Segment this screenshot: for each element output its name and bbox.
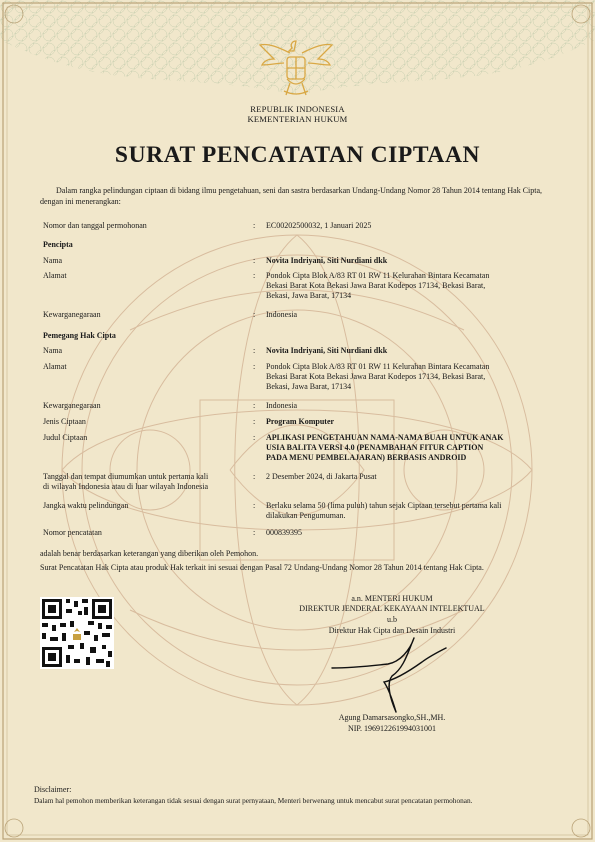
pencipta-name: Novita Indriyani, Siti Nurdiani dkk [266,256,388,265]
pencipta-heading: Pencipta [43,240,73,249]
colon: : [253,256,256,265]
corner-rosette-br [572,819,590,837]
work-title-line: APLIKASI PENGETAHUAN NAMA-NAMA BUAH UNTUK ANAK [266,433,504,442]
address-line: Pondok Cipta Blok A/83 RT 01 RW 11 Kelurahan Bintara Kecamatan [266,362,490,371]
address-line: Bekasi, Jawa Barat, 17134 [266,382,352,392]
on-behalf-line: a.n. MENTERI HUKUM [351,594,433,603]
announce-label [43,472,248,492]
signatory-nip: NIP. 196912261994031001 [347,724,436,733]
period-label: Jangka waktu pelindungan [43,501,129,510]
record-number: 000839395 [266,528,302,537]
colon: : [253,310,256,319]
pemegang-nationality-label: Kewarganegaraan [43,401,101,410]
colon: : [253,417,256,426]
address-line: Pondok Cipta Blok A/83 RT 01 RW 11 Kelurahan Bintara Kecamatan [266,271,490,280]
colon: : [253,472,256,481]
work-title [266,433,566,464]
work-title-line: PADA MENU PEMBELAJARAN) BERBASIS ANDROID [266,453,467,463]
director-line: Direktur Hak Cipta dan Desain Industri [328,626,456,635]
pencipta-address-label: Alamat [43,271,67,280]
qr-code [40,597,114,669]
address-line: Bekasi Barat Kota Bekasi Jawa Barat Kodepos 17134, Bekasi Barat, [266,281,486,291]
document-title: SURAT PENCATATAN CIPTAAN [114,142,481,168]
application-value: EC00202500032, 1 Januari 2025 [266,221,372,230]
director-general-line: DIREKTUR JENDERAL KEKAYAAN INTELEKTUAL [299,604,485,613]
header-ministry: KEMENTERIAN HUKUM [247,114,348,124]
colon: : [253,346,256,355]
pemegang-address [266,362,566,393]
disclaimer-text: Dalam hal pemohon memberikan keterangan tidak sesuai dengan surat pernyataan, Menteri berwenang untuk mencabut surat pencatatan permohonan. [34,796,473,805]
pencipta-nationality-label: Kewarganegaraan [43,310,101,319]
pemegang-heading: Pemegang Hak Cipta [43,331,116,340]
address-line: Bekasi, Jawa Barat, 17134 [266,291,352,301]
ub-line: u.b [387,615,397,624]
address-line: Bekasi Barat Kota Bekasi Jawa Barat Kodepos 17134, Bekasi Barat, [266,372,486,382]
colon: : [253,401,256,410]
colon: : [253,433,256,442]
pencipta-nationality: Indonesia [266,310,298,319]
handwritten-signature [330,628,450,718]
pencipta-address [266,271,566,302]
work-title-line: USIA BALITA VERSI 4.0 (PENAMBAHAN FITUR CAPTION [266,443,484,453]
work-title-label: Judul Ciptaan [43,433,88,442]
work-type-label: Jenis Ciptaan [43,417,86,426]
record-label: Nomor pencatatan [43,528,102,537]
pemegang-name: Novita Indriyani, Siti Nurdiani dkk [266,346,388,355]
announce-value: 2 Desember 2024, di Jakarta Pusat [266,472,377,481]
period-line: dilakukan Pengumuman. [266,511,346,521]
pemegang-nationality: Indonesia [266,401,298,410]
closing-line-2: Surat Pencatatan Hak Cipta atau produk Hak terkait ini sesuai dengan Pasal 72 Undang-Undang Nomor 28 Tahun 2014 tentang Hak Cipta. [40,563,484,572]
garuda-emblem-icon [256,33,336,105]
colon: : [253,221,256,230]
disclaimer-heading: Disclaimer: [34,785,72,794]
application-label: Nomor dan tanggal permohonan [43,221,147,230]
announce-label-line: di wilayah Indonesia atau di luar wilayah Indonesia [43,482,209,492]
colon: : [253,528,256,537]
work-type: Program Komputer [266,417,335,426]
header-country: REPUBLIK INDONESIA [250,104,345,114]
period-line: Berlaku selama 50 (lima puluh) tahun sejak Ciptaan tersebut pertama kali [266,501,502,510]
colon: : [253,501,256,510]
signatory-name: Agung Damarsasongko,SH.,MH. [338,713,446,722]
colon: : [253,362,256,371]
pemegang-name-label: Nama [43,346,63,355]
announce-label-line: Tanggal dan tempat diumumkan untuk pertama kali [43,472,209,481]
corner-rosette-bl [5,819,23,837]
colon: : [253,271,256,280]
pencipta-name-label: Nama [43,256,63,265]
period-value [266,501,566,521]
closing-line-1: adalah benar berdasarkan keterangan yang diberikan oleh Pemohon. [40,549,259,558]
intro-paragraph: Dalam rangka pelindungan ciptaan di bidang ilmu pengetahuan, seni dan sastra berdasarkan Undang-Undang Nomor 28 Tahun 2014 tentang Hak Cipta, dengan ini menerangkan: [40,186,543,206]
pemegang-address-label: Alamat [43,362,67,371]
